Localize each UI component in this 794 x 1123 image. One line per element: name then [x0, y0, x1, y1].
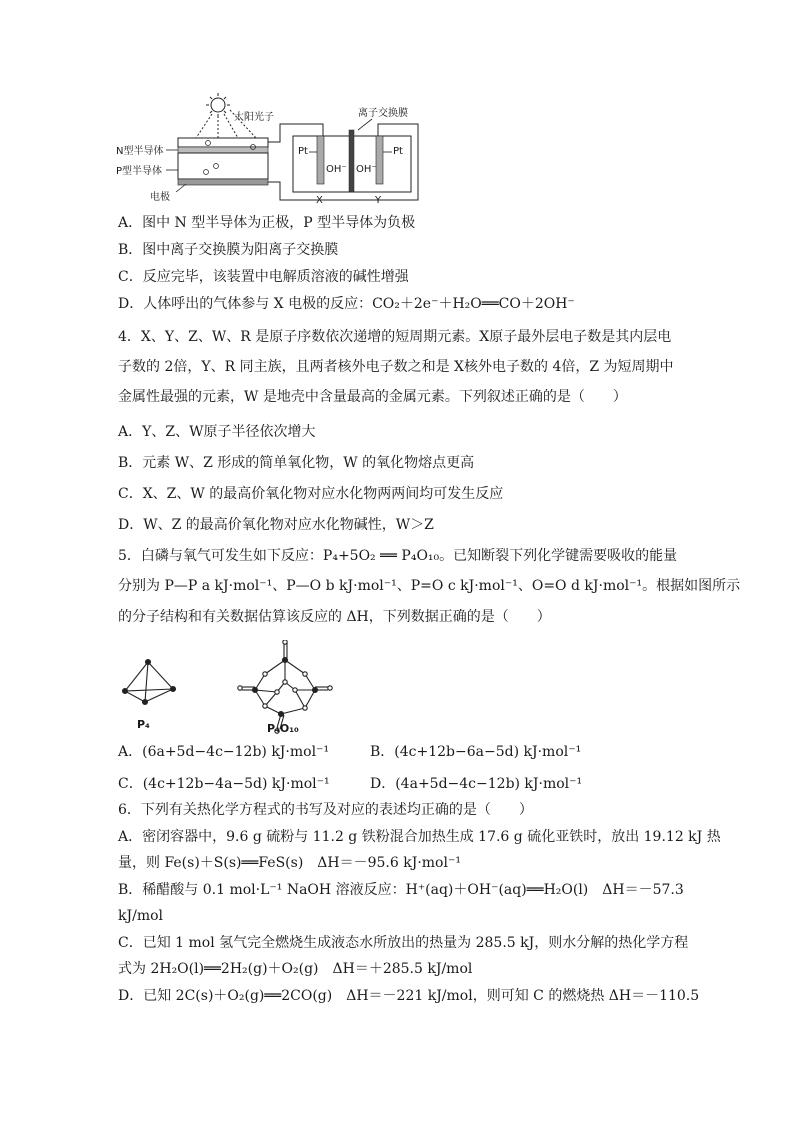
semiconductor-stack: [178, 138, 268, 185]
p4o10-label: P₄O₁₀: [267, 722, 299, 735]
q5-stem-line-1: 5．白磷与氧气可发生如下反应：P₄+5O₂ ══ P₄O₁₀。已知断裂下列化学键需要吸收的能量: [118, 548, 678, 564]
q3-option-b: B．图中离子交换膜为阳离子交换膜: [118, 242, 339, 258]
q4-stem-line-1: 4．X、Y、Z、W、R 是原子序数依次递增的短周期元素。X原子最外层电子数是其内层电: [118, 329, 672, 345]
q3-option-a: A．图中 N 型半导体为正极，P 型半导体为负极: [118, 215, 416, 231]
q6-option-d-line-1: D．已知 2C(s)＋O₂(g)══2CO(g) ΔH＝－221 kJ/mol，则可知 C 的燃烧热 ΔH＝－110.5: [118, 988, 700, 1004]
y-electrode-label: Y: [375, 195, 382, 204]
q4-stem-line-2: 子数的 2倍，Y、R 同主族，且两者核外电子数之和是 X核外电子数的 4倍，Z 为短周期中: [118, 359, 674, 375]
electrolytic-cell: [293, 130, 411, 192]
q6-option-c-line-2: 式为 2H₂O(l)══2H₂(g)＋O₂(g) ΔH＝＋285.5 kJ/mol: [118, 961, 473, 977]
electrode-label: 电极: [150, 192, 170, 203]
q6-option-a-line-2: 量，则 Fe(s)＋S(s)══FeS(s) ΔH＝－95.6 kJ·mol⁻¹: [118, 855, 461, 871]
q5-stem-line-3: 的分子结构和有关数据估算该反应的 ΔH，下列数据正确的是（ ）: [118, 609, 551, 625]
solar-cell-diagram: [108, 92, 438, 204]
q6-option-b-line-1: B．稀醋酸与 0.1 mol·L⁻¹ NaOH 溶液反应：H⁺(aq)＋OH⁻(aq)══H₂O(l) ΔH＝－57.3: [118, 882, 684, 898]
x-electrode-label: X: [316, 195, 323, 204]
q5-option-b: B．(4c+12b−6a−5d) kJ·mol⁻¹: [370, 744, 582, 760]
q4-option-c: C．X、Z、W 的最高价氧化物对应水化物两两间均可发生反应: [118, 486, 504, 502]
q4-stem-line-3: 金属性最强的元素，W 是地壳中含量最高的金属元素。下列叙述正确的是（ ）: [118, 389, 627, 405]
p4-label: P₄: [137, 718, 150, 731]
sun-label: 太阳光子: [234, 112, 274, 123]
p4-molecule: [123, 660, 176, 705]
q3-option-d: D．人体呼出的气体参与 X 电极的反应：CO₂＋2e⁻＋H₂O══CO＋2OH⁻: [118, 296, 575, 312]
sun-icon: [206, 93, 230, 117]
pt-left-label: Pt: [298, 146, 308, 157]
q3-option-c: C．反应完毕，该装置中电解质溶液的碱性增强: [118, 269, 409, 285]
q6-option-a-line-1: A．密闭容器中，9.6 g 硫粉与 11.2 g 铁粉混合加热生成 17.6 g 硫化亚铁时，放出 19.12 kJ 热: [118, 829, 721, 845]
molecule-structures: [115, 640, 345, 740]
p-type-label: P型半导体: [116, 166, 163, 177]
q4-option-d: D．W、Z 的最高价氧化物对应水化物碱性，W＞Z: [118, 517, 434, 533]
n-type-label: N型半导体: [116, 146, 164, 157]
q5-stem-line-2: 分别为 P—P a kJ·mol⁻¹、P—O b kJ·mol⁻¹、P=O c kJ·mol⁻¹、O=O d kJ·mol⁻¹。根据如图所示: [118, 578, 741, 594]
q4-option-b: B．元素 W、Z 形成的简单氧化物，W 的氧化物熔点更高: [118, 455, 475, 471]
pt-right-label: Pt: [393, 146, 403, 157]
q5-option-a: A．(6a+5d−4c−12b) kJ·mol⁻¹: [118, 744, 330, 760]
q4-option-a: A．Y、Z、W原子半径依次增大: [118, 424, 316, 440]
q5-option-d: D．(4a+5d−4c−12b) kJ·mol⁻¹: [370, 776, 583, 792]
q6-option-c-line-1: C．已知 1 mol 氢气完全燃烧生成液态水所放出的热量为 285.5 kJ，则水分解的热化学方程: [118, 935, 689, 951]
p4o10-molecule: [238, 640, 332, 733]
oh-left-label: OH⁻: [326, 164, 347, 175]
membrane-label: 离子交换膜: [358, 108, 408, 119]
q5-option-c: C．(4c+12b−4a−5d) kJ·mol⁻¹: [118, 776, 330, 792]
q6-stem: 6．下列有关热化学方程式的书写及对应的表述均正确的是（ ）: [118, 802, 533, 818]
oh-right-label: OH⁻: [356, 164, 377, 175]
q6-option-b-line-2: kJ/mol: [118, 908, 163, 924]
